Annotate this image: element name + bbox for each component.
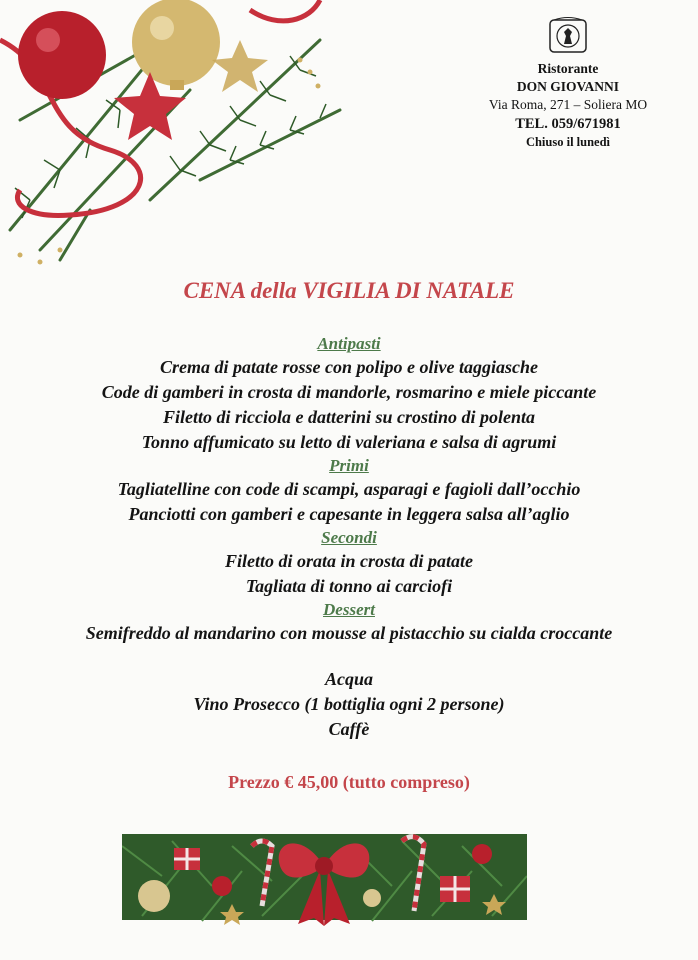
menu-body [0, 333, 698, 646]
dish-item: Tonno affumicato su letto di valeriana e salsa di agrumi [141, 432, 557, 452]
restaurant-crest-icon [548, 16, 588, 56]
section-secondi: Secondi [321, 528, 377, 547]
extra-item: Acqua [324, 669, 373, 689]
dish-item: Crema di patate rosse con polipo e olive taggiasche [160, 357, 538, 377]
menu-title: CENA della VIGILIA DI NATALE [183, 278, 515, 303]
restaurant-header [458, 16, 678, 150]
restaurant-address: Via Roma, 271 – Soliera MO [488, 97, 648, 112]
section-dessert: Dessert [323, 600, 375, 619]
extra-item: Caffè [328, 719, 370, 739]
section-primi: Primi [329, 456, 369, 475]
dish-item: Tagliata di tonno ai carciofi [245, 576, 453, 596]
menu-price: Prezzo € 45,00 (tutto compreso) [228, 772, 470, 792]
dish-item: Panciotti con gamberi e capesante in leggera salsa all’aglio [128, 504, 570, 524]
dish-item: Tagliatelline con code di scampi, asparagi e fagioli dall’occhio [117, 479, 581, 499]
dish-item: Filetto di orata in crosta di patate [224, 551, 473, 571]
dish-item: Code di gamberi in crosta di mandorle, rosmarino e miele piccante [101, 382, 597, 402]
extra-item: Vino Prosecco (1 bottiglia ogni 2 persone) [193, 694, 505, 714]
closing-day: Chiuso il lunedì [525, 135, 611, 149]
dish-item: Semifreddo al mandarino con mousse al pistacchio su cialda croccante [85, 623, 613, 643]
section-antipasti: Antipasti [317, 334, 381, 353]
christmas-garland-bow-icon [122, 826, 527, 928]
christmas-ornaments-icon [0, 0, 360, 270]
restaurant-phone: TEL. 059/671981 [515, 116, 621, 132]
included-extras [0, 667, 698, 742]
dish-item: Filetto di ricciola e datterini su crostino di polenta [162, 407, 535, 427]
restaurant-label: Ristorante [537, 61, 599, 76]
restaurant-name: DON GIOVANNI [516, 79, 620, 94]
